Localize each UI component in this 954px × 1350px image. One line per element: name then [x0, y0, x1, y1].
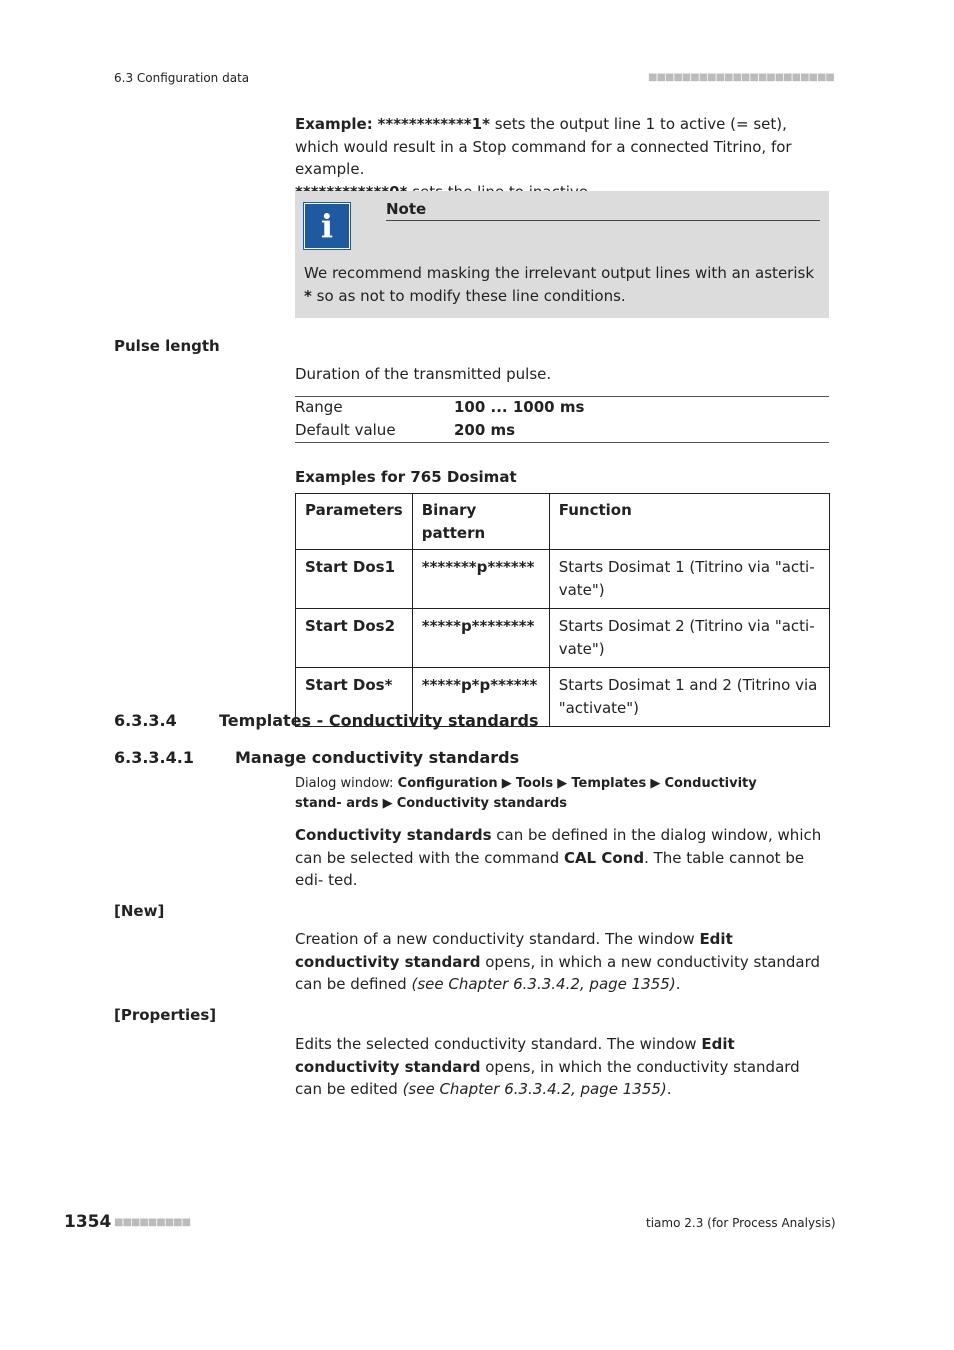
table-header-cell: Parameters [296, 494, 413, 550]
section-number-63341: 6.3.3.4.1 [114, 748, 194, 767]
section-number-6334: 6.3.3.4 [114, 711, 177, 730]
new-window-name: Edit conductivity standard [295, 930, 733, 971]
new-paragraph [295, 928, 829, 996]
pulse-length-heading: Pulse length [114, 337, 220, 355]
example-label: Example: [295, 115, 373, 133]
info-icon: i [304, 203, 350, 249]
table-cell: *****p*p****** [412, 668, 549, 727]
range-label: Range [295, 398, 343, 416]
properties-heading: [Properties] [114, 1006, 217, 1024]
new-text-2: opens, in which a new conductivity standard can be defined [295, 952, 821, 993]
table-cell: Starts Dosimat 2 (Titrino via "acti- vate") [549, 609, 829, 668]
note-title: Note [386, 200, 820, 221]
dialog-path-item: Configuration [397, 776, 498, 791]
properties-chapter-link[interactable]: (see Chapter 6.3.3.4.2, page 1355) [402, 1080, 667, 1098]
properties-text-3: . [666, 1080, 672, 1098]
new-heading: [New] [114, 902, 165, 920]
rule-bottom [295, 442, 829, 443]
path-separator: ▶ [646, 776, 665, 791]
example-text-1: sets the output line 1 to active (= set), which would result in a Stop command for a connected Titrino, for example. [295, 115, 792, 178]
section-title-63341: Manage conductivity standards [235, 748, 520, 767]
note-box [295, 191, 829, 318]
note-asterisk: * [304, 286, 312, 305]
table-header-cell: Binary pattern [412, 494, 549, 550]
new-chapter-link[interactable]: (see Chapter 6.3.3.4.2, page 1355) [411, 975, 676, 993]
table-row [296, 609, 830, 668]
dialog-label: Dialog window: [295, 776, 398, 791]
properties-window-name: Edit conductivity standard [295, 1035, 735, 1076]
table-cell: Start Dos* [296, 668, 413, 727]
table-cell: Starts Dosimat 1 (Titrino via "acti- vate") [549, 550, 829, 609]
path-separator: ▶ [497, 776, 516, 791]
header-dots: ■■■■■■■■■■■■■■■■■■■■■■ [648, 72, 834, 83]
table-header-row [296, 494, 830, 550]
note-text-end: so as not to modify these line conditions. [311, 286, 626, 305]
properties-text-2: opens, in which the conductivity standard can be edited [295, 1057, 800, 1098]
properties-text-1: Edits the selected conductivity standard. The window [295, 1035, 702, 1053]
table-cell: Start Dos2 [296, 609, 413, 668]
page-number: 1354 [64, 1212, 112, 1232]
default-label: Default value [295, 421, 396, 439]
default-value: 200 ms [454, 421, 516, 439]
dialog-path-item: Tools [515, 776, 554, 791]
dialog-path [295, 774, 795, 814]
example-code-1: ************1* [377, 115, 490, 133]
new-text-3: . [675, 975, 681, 993]
dialog-path-item: Templates [571, 776, 647, 791]
note-text [304, 262, 824, 307]
new-text-1: Creation of a new conductivity standard. The window [295, 930, 700, 948]
intro-command: CAL Cond [563, 848, 645, 867]
table-cell: *******p****** [412, 550, 549, 609]
path-separator: ▶ [553, 776, 572, 791]
footer-dots: ■■■■■■■■■ [114, 1217, 191, 1228]
table-row [296, 550, 830, 609]
table-header-cell: Function [549, 494, 829, 550]
examples-table [295, 493, 830, 727]
note-text-main: We recommend masking the irrelevant output lines with an asterisk [304, 264, 815, 282]
intro-bold-1: Conductivity standards [295, 826, 492, 844]
intro-text-1: can be defined in the dialog window, which can be selected with the command [295, 826, 822, 867]
path-separator: ▶ [378, 796, 397, 811]
intro-paragraph [295, 824, 829, 892]
dialog-path-item: Conductivity standards [396, 796, 568, 811]
footer-product: tiamo 2.3 (for Process Analysis) [646, 1216, 836, 1230]
range-value: 100 ... 1000 ms [454, 398, 585, 416]
section-title-6334: Templates - Conductivity standards [219, 711, 539, 730]
intro-text-2: . The table cannot be edi- ted. [295, 848, 805, 889]
examples-title: Examples for 765 Dosimat [295, 468, 517, 486]
properties-paragraph [295, 1033, 829, 1101]
example-paragraph [295, 113, 829, 203]
dialog-path-item: Conductivity stand- ards [295, 776, 757, 811]
table-cell: Starts Dosimat 1 and 2 (Titrino via "activate") [549, 668, 829, 727]
table-cell: Start Dos1 [296, 550, 413, 609]
table-cell: *****p******** [412, 609, 549, 668]
pulse-length-description: Duration of the transmitted pulse. [295, 365, 552, 383]
running-header-section: 6.3 Configuration data [114, 71, 250, 85]
